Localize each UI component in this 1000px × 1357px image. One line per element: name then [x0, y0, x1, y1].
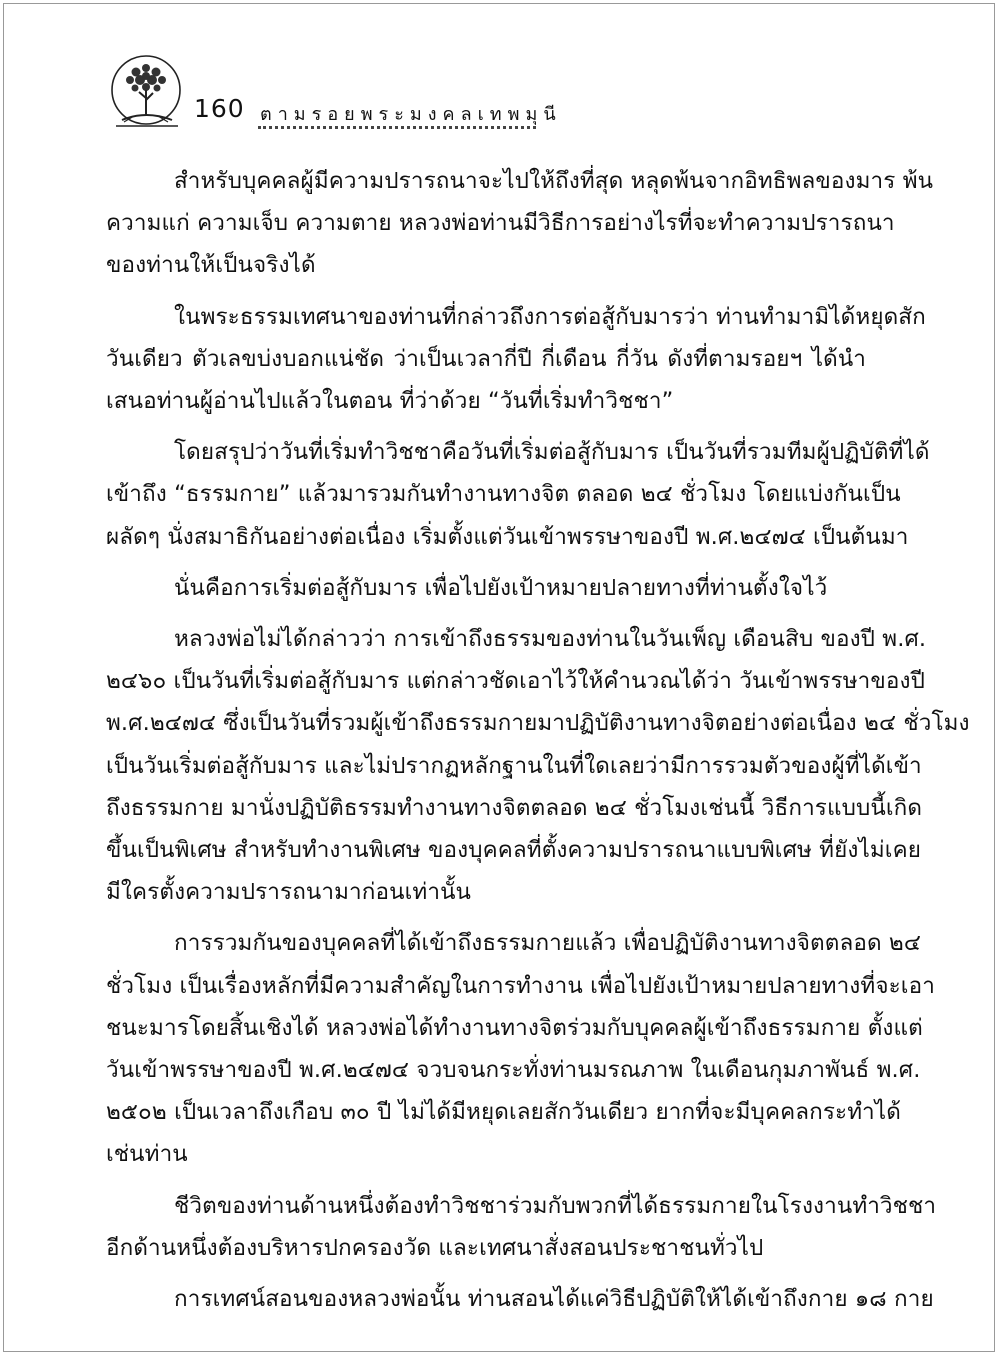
paragraph [106, 1278, 934, 1320]
book-title: ตามรอยพระมงคลเทพมุนี [260, 104, 562, 125]
text-line: อีกด้านหนึ่งต้องบริหารปกครองวัด และเทศนาสั่งสอนประชาชนทั่วไป [106, 1234, 764, 1261]
paragraph [106, 431, 930, 558]
text-line: เข้าถึง “ธรรมกาย” แล้วมารวมกันทำงานทางจิต ตลอด ๒๔ ชั่วโมง โดยแบ่งกันเป็น [106, 481, 901, 508]
text-line: ชนะมารโดยสิ้นเชิงได้ หลวงพ่อได้ทำงานทางจิตร่วมกับบุคคลผู้เข้าถึงธรรมกาย ตั้งแต่ [106, 1014, 923, 1041]
text-line: ๒๕๐๒ เป็นเวลาถึงเกือบ ๓๐ ปี ไม่ได้มีหยุดเลยสักวันเดียว ยากที่จะมีบุคคลกระทำได้ [106, 1099, 901, 1126]
text-line: ชีวิตของท่านด้านหนึ่งต้องทำวิชชาร่วมกับพวกที่ได้ธรรมกายในโรงงานทำวิชชา [174, 1192, 937, 1219]
body-text [106, 160, 970, 1329]
text-line: ชั่วโมง เป็นเรื่องหลักที่มีความสำคัญในการทำงาน เพื่อไปยังเป้าหมายปลายทางที่จะเอา [106, 972, 935, 999]
paragraph [106, 567, 866, 609]
paragraph [106, 618, 970, 913]
text-line: หลวงพ่อไม่ได้กล่าวว่า การเข้าถึงธรรมของท่านในวันเพ็ญ เดือนสิบ ของปี พ.ศ. [174, 626, 927, 653]
text-line: นั่นคือการเริ่มต่อสู้กับมาร เพื่อไปยังเป้าหมายปลายทางที่ท่านตั้งใจไว้ [174, 574, 828, 601]
text-line: ผลัดๆ นั่งสมาธิกันอย่างต่อเนื่อง เริ่มตั้งแต่วันเข้าพรรษาของปี พ.ศ.๒๔๗๔ เป็นต้นมา [106, 523, 909, 550]
dotted-rule [258, 126, 536, 129]
paragraph [106, 922, 935, 1175]
text-line: เป็นวันเริ่มต่อสู้กับมาร และไม่ปรากฏหลักฐานในที่ใดเลยว่ามีการรวมตัวของผู้ที่ได้เข้า [106, 752, 922, 779]
text-line: สำหรับบุคคลผู้มีความปรารถนาจะไปให้ถึงที่สุด หลุดพ้นจากอิทธิพลของมาร พ้น [174, 168, 934, 194]
text-line: ถึงธรรมกาย มานั่งปฏิบัติธรรมทำงานทางจิตตลอด ๒๔ ชั่วโมงเช่นนี้ วิธีการแบบนี้เกิด [106, 794, 923, 821]
text-line: ขึ้นเป็นพิเศษ สำหรับทำงานพิเศษ ของบุคคลที่ตั้งความปรารถนาแบบพิเศษ ที่ยังไม่เคย [106, 837, 922, 864]
text-line: มีใครตั้งความปรารถนามาก่อนเท่านั้น [106, 879, 472, 906]
paragraph [106, 296, 926, 423]
paragraph [106, 160, 934, 287]
text-line: ความแก่ ความเจ็บ ความตาย หลวงพ่อท่านมีวิธีการอย่างไรที่จะทำความปรารถนา [106, 210, 895, 237]
lotus-tree-logo-icon [106, 50, 192, 144]
text-line: วันเข้าพรรษาของปี พ.ศ.๒๔๗๔ จวบจนกระทั่งท่านมรณภาพ ในเดือนกุมภาพันธ์ พ.ศ. [106, 1057, 921, 1084]
text-line: ในพระธรรมเทศนาของท่านที่กล่าวถึงการต่อสู้กับมารว่า ท่านทำมามิได้หยุดสัก [174, 303, 926, 330]
text-line: ของท่านให้เป็นจริงได้ [106, 252, 316, 279]
text-line: เช่นท่าน [106, 1141, 188, 1168]
page-number: 160 [194, 94, 245, 123]
text-line: การเทศน์สอนของหลวงพ่อนั้น ท่านสอนได้แค่วิธีปฏิบัติให้ได้เข้าถึงกาย ๑๘ กาย [174, 1286, 934, 1313]
paragraph [106, 1185, 937, 1269]
text-line: วันเดียว ตัวเลขบ่งบอกแน่ชัด ว่าเป็นเวลากี่ปี กี่เดือน กี่วัน ดังที่ตามรอยฯ ได้นำ [106, 345, 866, 372]
text-line: การรวมกันของบุคคลที่ได้เข้าถึงธรรมกายแล้ว เพื่อปฏิบัติงานทางจิตตลอด ๒๔ [174, 930, 921, 957]
text-line: ๒๔๖๐ เป็นวันที่เริ่มต่อสู้กับมาร แต่กล่าวชัดเอาไว้ให้คำนวณได้ว่า วันเข้าพรรษาของปี [106, 668, 925, 695]
text-line: โดยสรุปว่าวันที่เริ่มทำวิชชาคือวันที่เริ่มต่อสู้กับมาร เป็นวันที่รวมทีมผู้ปฏิบัติที่ได้ [174, 439, 930, 466]
text-line: พ.ศ.๒๔๗๔ ซึ่งเป็นวันที่รวมผู้เข้าถึงธรรมกายมาปฏิบัติงานทางจิตอย่างต่อเนื่อง ๒๔ ชั่วโมง [106, 710, 970, 737]
text-line: เสนอท่านผู้อ่านไปแล้วในตอน ที่ว่าด้วย “วันที่เริ่มทำวิชชา” [106, 388, 674, 415]
